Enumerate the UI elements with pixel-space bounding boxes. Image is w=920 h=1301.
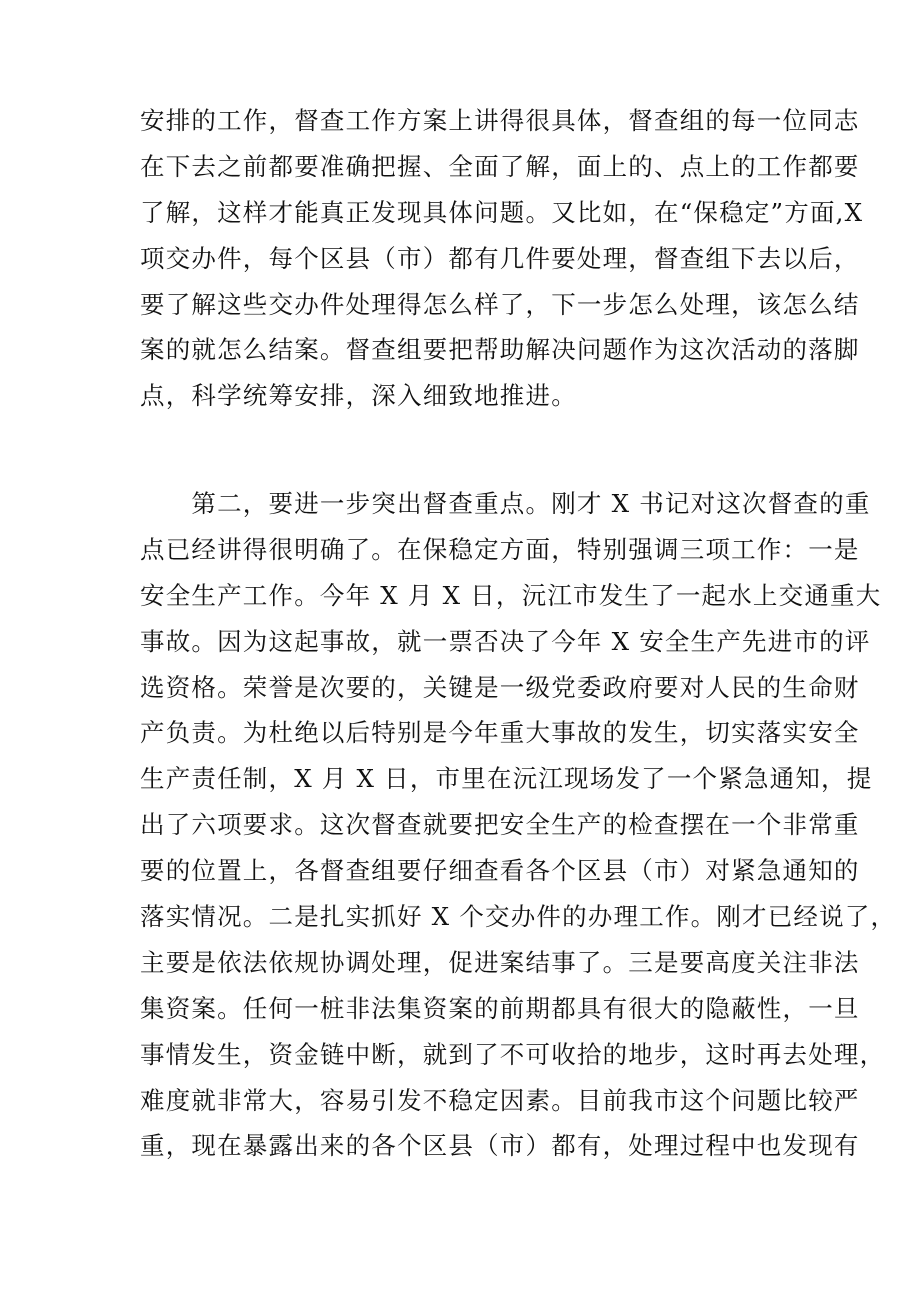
paragraph-line: 点，科学统筹安排，深入细致地推进。	[140, 381, 577, 411]
paragraph-line: 要了解这些交办件处理得怎么样了，下一步怎么处理，该怎么结	[140, 289, 860, 319]
paragraph-line: 项交办件，每个区县（市）都有几件要处理，督查组下去以后，	[140, 243, 860, 273]
paragraph-line: 事情发生，资金链中断，就到了不可收拾的地步，这时再去处理，	[140, 1039, 886, 1069]
paragraph-line: 主要是依法依规协调处理，促进案结事了。三是要高度关注非法	[140, 947, 860, 977]
paragraph-line: 产负责。为杜绝以后特别是今年重大事故的发生，切实落实安全	[140, 718, 860, 748]
paragraph-line: 生产责任制，X 月 X 日，市里在沅江现场发了一个紧急通知，提	[140, 764, 873, 794]
paragraph-line: 点已经讲得很明确了。在保稳定方面，特别强调三项工作：一是	[140, 534, 860, 564]
paragraph-line: 出了六项要求。这次督查就要把安全生产的检查摆在一个非常重	[140, 810, 860, 840]
paragraph-line: 安排的工作，督查工作方案上讲得很具体，督查组的每一位同志	[140, 106, 860, 135]
paragraph-line: 了解，这样才能真正发现具体问题。又比如，在“保稳定”方面,X	[140, 197, 864, 227]
paragraph-line: 在下去之前都要准确把握、全面了解，面上的、点上的工作都要	[140, 151, 860, 181]
paragraph-line: 选资格。荣誉是次要的，关键是一级党委政府要对人民的生命财	[140, 672, 860, 702]
paragraph-1	[140, 98, 864, 419]
paragraph-line: 安全生产工作。今年 X 月 X 日，沅江市发生了一起水上交通重大	[140, 580, 882, 610]
paragraph-2	[140, 481, 897, 1169]
paragraph-line: 要的位置上，各督查组要仔细查看各个区县（市）对紧急通知的	[140, 856, 860, 886]
paragraph-line: 集资案。任何一桩非法集资案的前期都具有很大的隐蔽性，一旦	[140, 993, 860, 1023]
paragraph-line: 第二，要进一步突出督查重点。刚才 X 书记对这次督查的重	[140, 489, 871, 518]
paragraph-line: 重，现在暴露出来的各个区县（市）都有，处理过程中也发现有	[140, 1131, 860, 1161]
paragraph-line: 落实情况。二是扎实抓好 X 个交办件的办理工作。刚才已经说了，	[140, 902, 897, 932]
paragraph-line: 难度就非常大，容易引发不稳定因素。目前我市这个问题比较严	[140, 1085, 860, 1115]
paragraph-line: 案的就怎么结案。督查组要把帮助解决问题作为这次活动的落脚	[140, 335, 860, 365]
paragraph-line: 事故。因为这起事故，就一票否决了今年 X 安全生产先进市的评	[140, 626, 871, 656]
